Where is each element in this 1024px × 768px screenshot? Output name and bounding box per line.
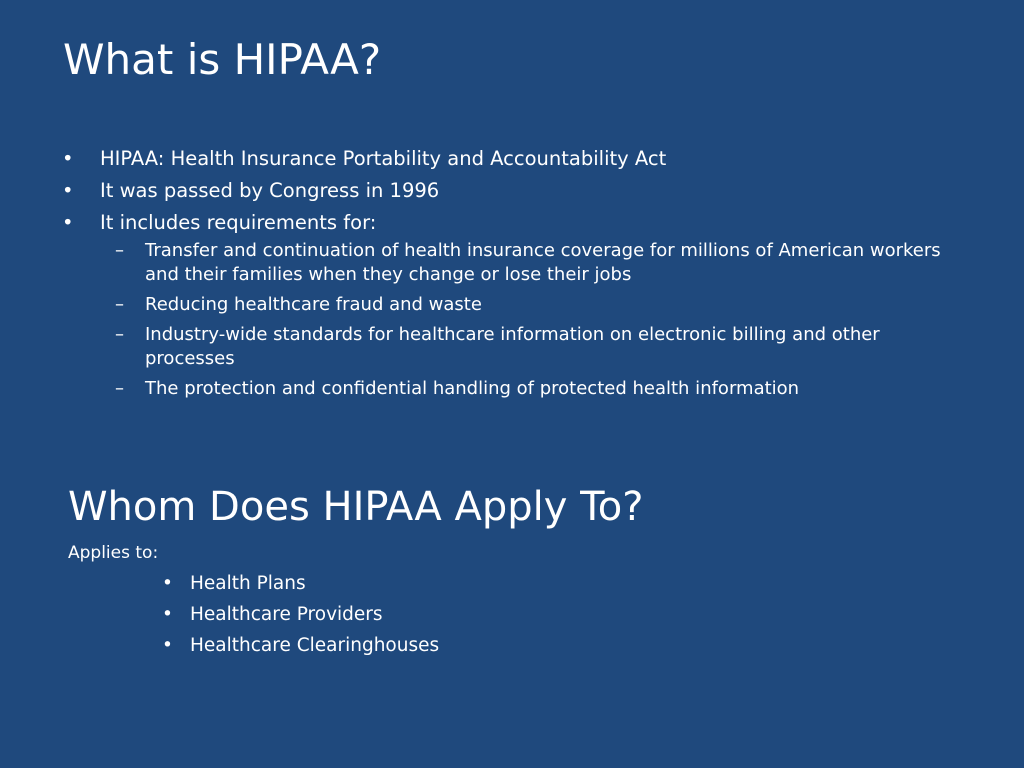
applies-to-label: Applies to: [68,543,159,563]
bullet-icon: • [62,211,74,234]
sub-bullet-text: The protection and confidential handling of protected health information [145,378,800,399]
sub-bullet-text: Transfer and continuation of health insurance coverage for millions of American workers and their families when they change or lose their jobs [145,240,941,285]
bullet-text: HIPAA: Health Insurance Portability and Accountability Act [100,147,667,170]
bullet-icon: • [162,635,173,656]
bullet-icon: • [162,573,173,594]
bullet-item [62,143,962,175]
applies-to-item [162,630,439,661]
bullet-icon: • [162,604,173,625]
bullet-icon: • [62,179,74,202]
dash-icon: – [115,240,124,261]
applies-to-item [162,568,439,599]
applies-to-list [162,568,439,661]
dash-icon: – [115,294,124,315]
sub-bullet-item [105,323,945,371]
sub-bullet-text: Industry-wide standards for healthcare information on electronic billing and other processes [145,324,880,369]
sub-bullet-text: Reducing healthcare fraud and waste [145,294,482,315]
bullet-icon: • [62,147,74,170]
applies-to-text: Healthcare Providers [190,604,383,625]
bullet-item [62,207,962,401]
section-title: Whom Does HIPAA Apply To? [68,484,644,530]
bullet-item [62,175,962,207]
applies-to-item [162,599,439,630]
dash-icon: – [115,378,124,399]
sub-bullet-item [105,239,945,287]
slide-title: What is HIPAA? [63,35,382,84]
bullet-list [62,143,962,407]
sub-bullet-list [105,239,962,401]
sub-bullet-item [105,377,945,401]
sub-bullet-item [105,293,945,317]
bullet-text: It includes requirements for: [100,211,377,234]
bullet-text: It was passed by Congress in 1996 [100,179,440,202]
dash-icon: – [115,324,124,345]
applies-to-text: Health Plans [190,573,306,594]
applies-to-text: Healthcare Clearinghouses [190,635,440,656]
